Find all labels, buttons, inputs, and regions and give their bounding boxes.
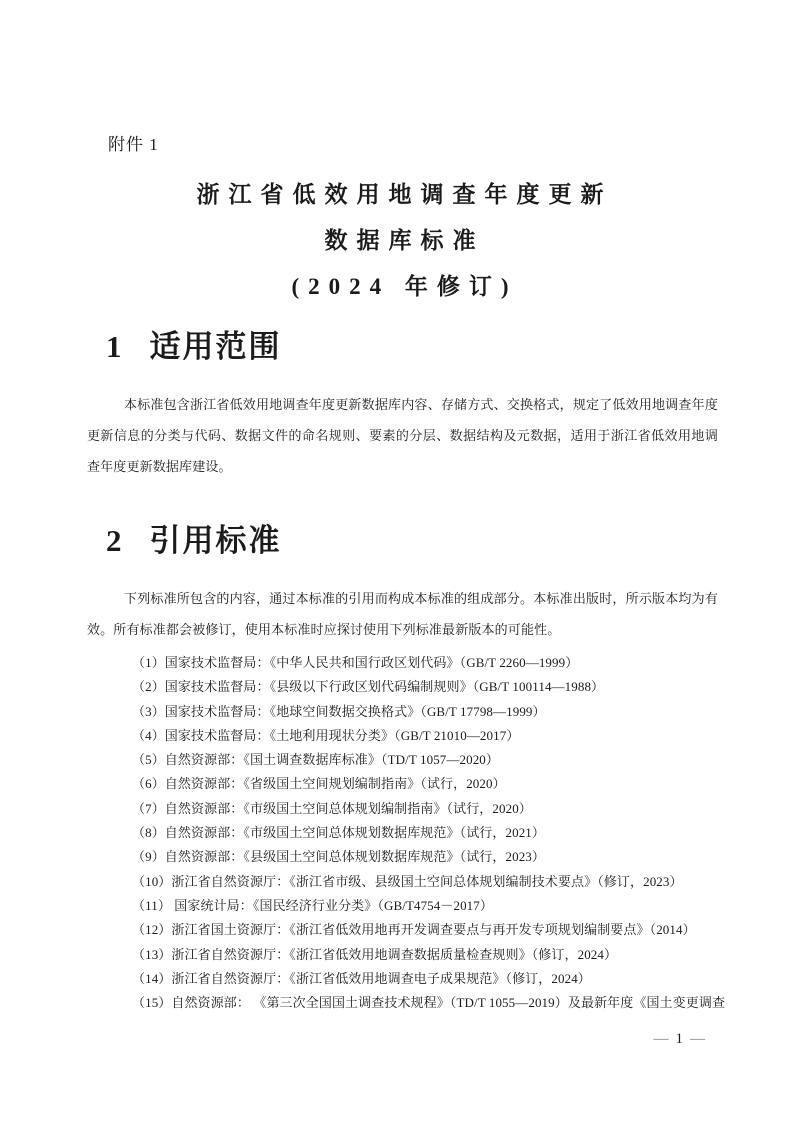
reference-item: （3）国家技术监督局：《地球空间数据交换格式》（GB/T 17798—1999） — [132, 703, 546, 719]
section-references — [87, 520, 726, 1015]
page-number-dash-right: — — [690, 1031, 706, 1047]
page-number-dash-left: — — [653, 1031, 670, 1047]
section-heading — [106, 326, 718, 368]
reference-item: （13）浙江省自然资源厅：《浙江省低效用地调查数据质量检查规则》（修订，2024） — [132, 946, 618, 962]
reference-item: （12）浙江省国土资源厅：《浙江省低效用地再开发调查要点与再开发专项规划编制要点》（2014） — [132, 922, 696, 938]
section-heading-text: 适用范围 — [149, 329, 282, 364]
reference-item: （11） 国家统计局：《国民经济行业分类》（GB/T4754－2017） — [132, 897, 493, 913]
section-number: 2 — [106, 523, 124, 558]
reference-item: （15）自然资源部： 《第三次全国国土调查技术规程》（TD/T 1055—2019）及最新年度《国土变更调查 — [132, 995, 726, 1011]
page-number — [648, 1031, 713, 1048]
reference-item: （9）自然资源部：《县级国土空间总体规划数据库规范》（试行，2023） — [132, 849, 546, 865]
attachment-label: 附件 1 — [108, 135, 159, 154]
doc-title-line-2: 数据库标准 — [324, 228, 485, 253]
doc-title-line-3: (2024 年修订) — [291, 274, 518, 299]
reference-item: （10）浙江省自然资源厅：《浙江省市级、县级国土空间总体规划编制技术要点》（修订，2023） — [132, 873, 683, 889]
reference-item: （1）国家技术监督局：《中华人民共和国行政区划代码》（GB/T 2260—1999） — [132, 655, 579, 670]
reference-item: （8）自然资源部：《市级国土空间总体规划数据库规范》（试行，2021） — [132, 825, 546, 841]
reference-item: （5）自然资源部：《国土调查数据库标准》（TD/T 1057—2020） — [132, 752, 499, 768]
section-heading — [106, 520, 718, 562]
reference-item: （7）自然资源部：《市级国土空间总体规划编制指南》（试行，2020） — [132, 800, 532, 816]
section-paragraph: 下列标准所包含的内容，通过本标准的引用而构成本标准的组成部分。本标准出版时，所示版本均为有效。所有标准都会被修订，使用本标准时应探讨使用下列标准最新版本的可能性。 — [87, 591, 718, 637]
section-number: 1 — [106, 329, 124, 364]
doc-title-line-1: 浙江省低效用地调查年度更新 — [196, 182, 613, 207]
section-paragraph: 本标准包含浙江省低效用地调查年度更新数据库内容、存储方式、交换格式，规定了低效用地调查年度更新信息的分类与代码、数据文件的命名规则、要素的分层、数据结构及元数据，适用于浙江省低效用地调查年度更新数据库建设。 — [87, 397, 718, 474]
references-list — [87, 651, 726, 1015]
reference-item: （4）国家技术监督局：《土地利用现状分类》（GB/T 21010—2017） — [132, 727, 520, 743]
section-heading-text: 引用标准 — [149, 523, 282, 558]
doc-title — [0, 172, 800, 310]
page-number-value: 1 — [675, 1031, 684, 1047]
reference-item: （2）国家技术监督局：《县级以下行政区划代码编制规则》（GB/T 100114—1988） — [132, 679, 605, 695]
reference-item: （14）浙江省自然资源厅：《浙江省低效用地调查电子成果规范》（修订，2024） — [132, 970, 591, 986]
reference-item: （6）自然资源部：《省级国土空间规划编制指南》（试行，2020） — [132, 776, 506, 792]
section-scope — [87, 326, 718, 482]
